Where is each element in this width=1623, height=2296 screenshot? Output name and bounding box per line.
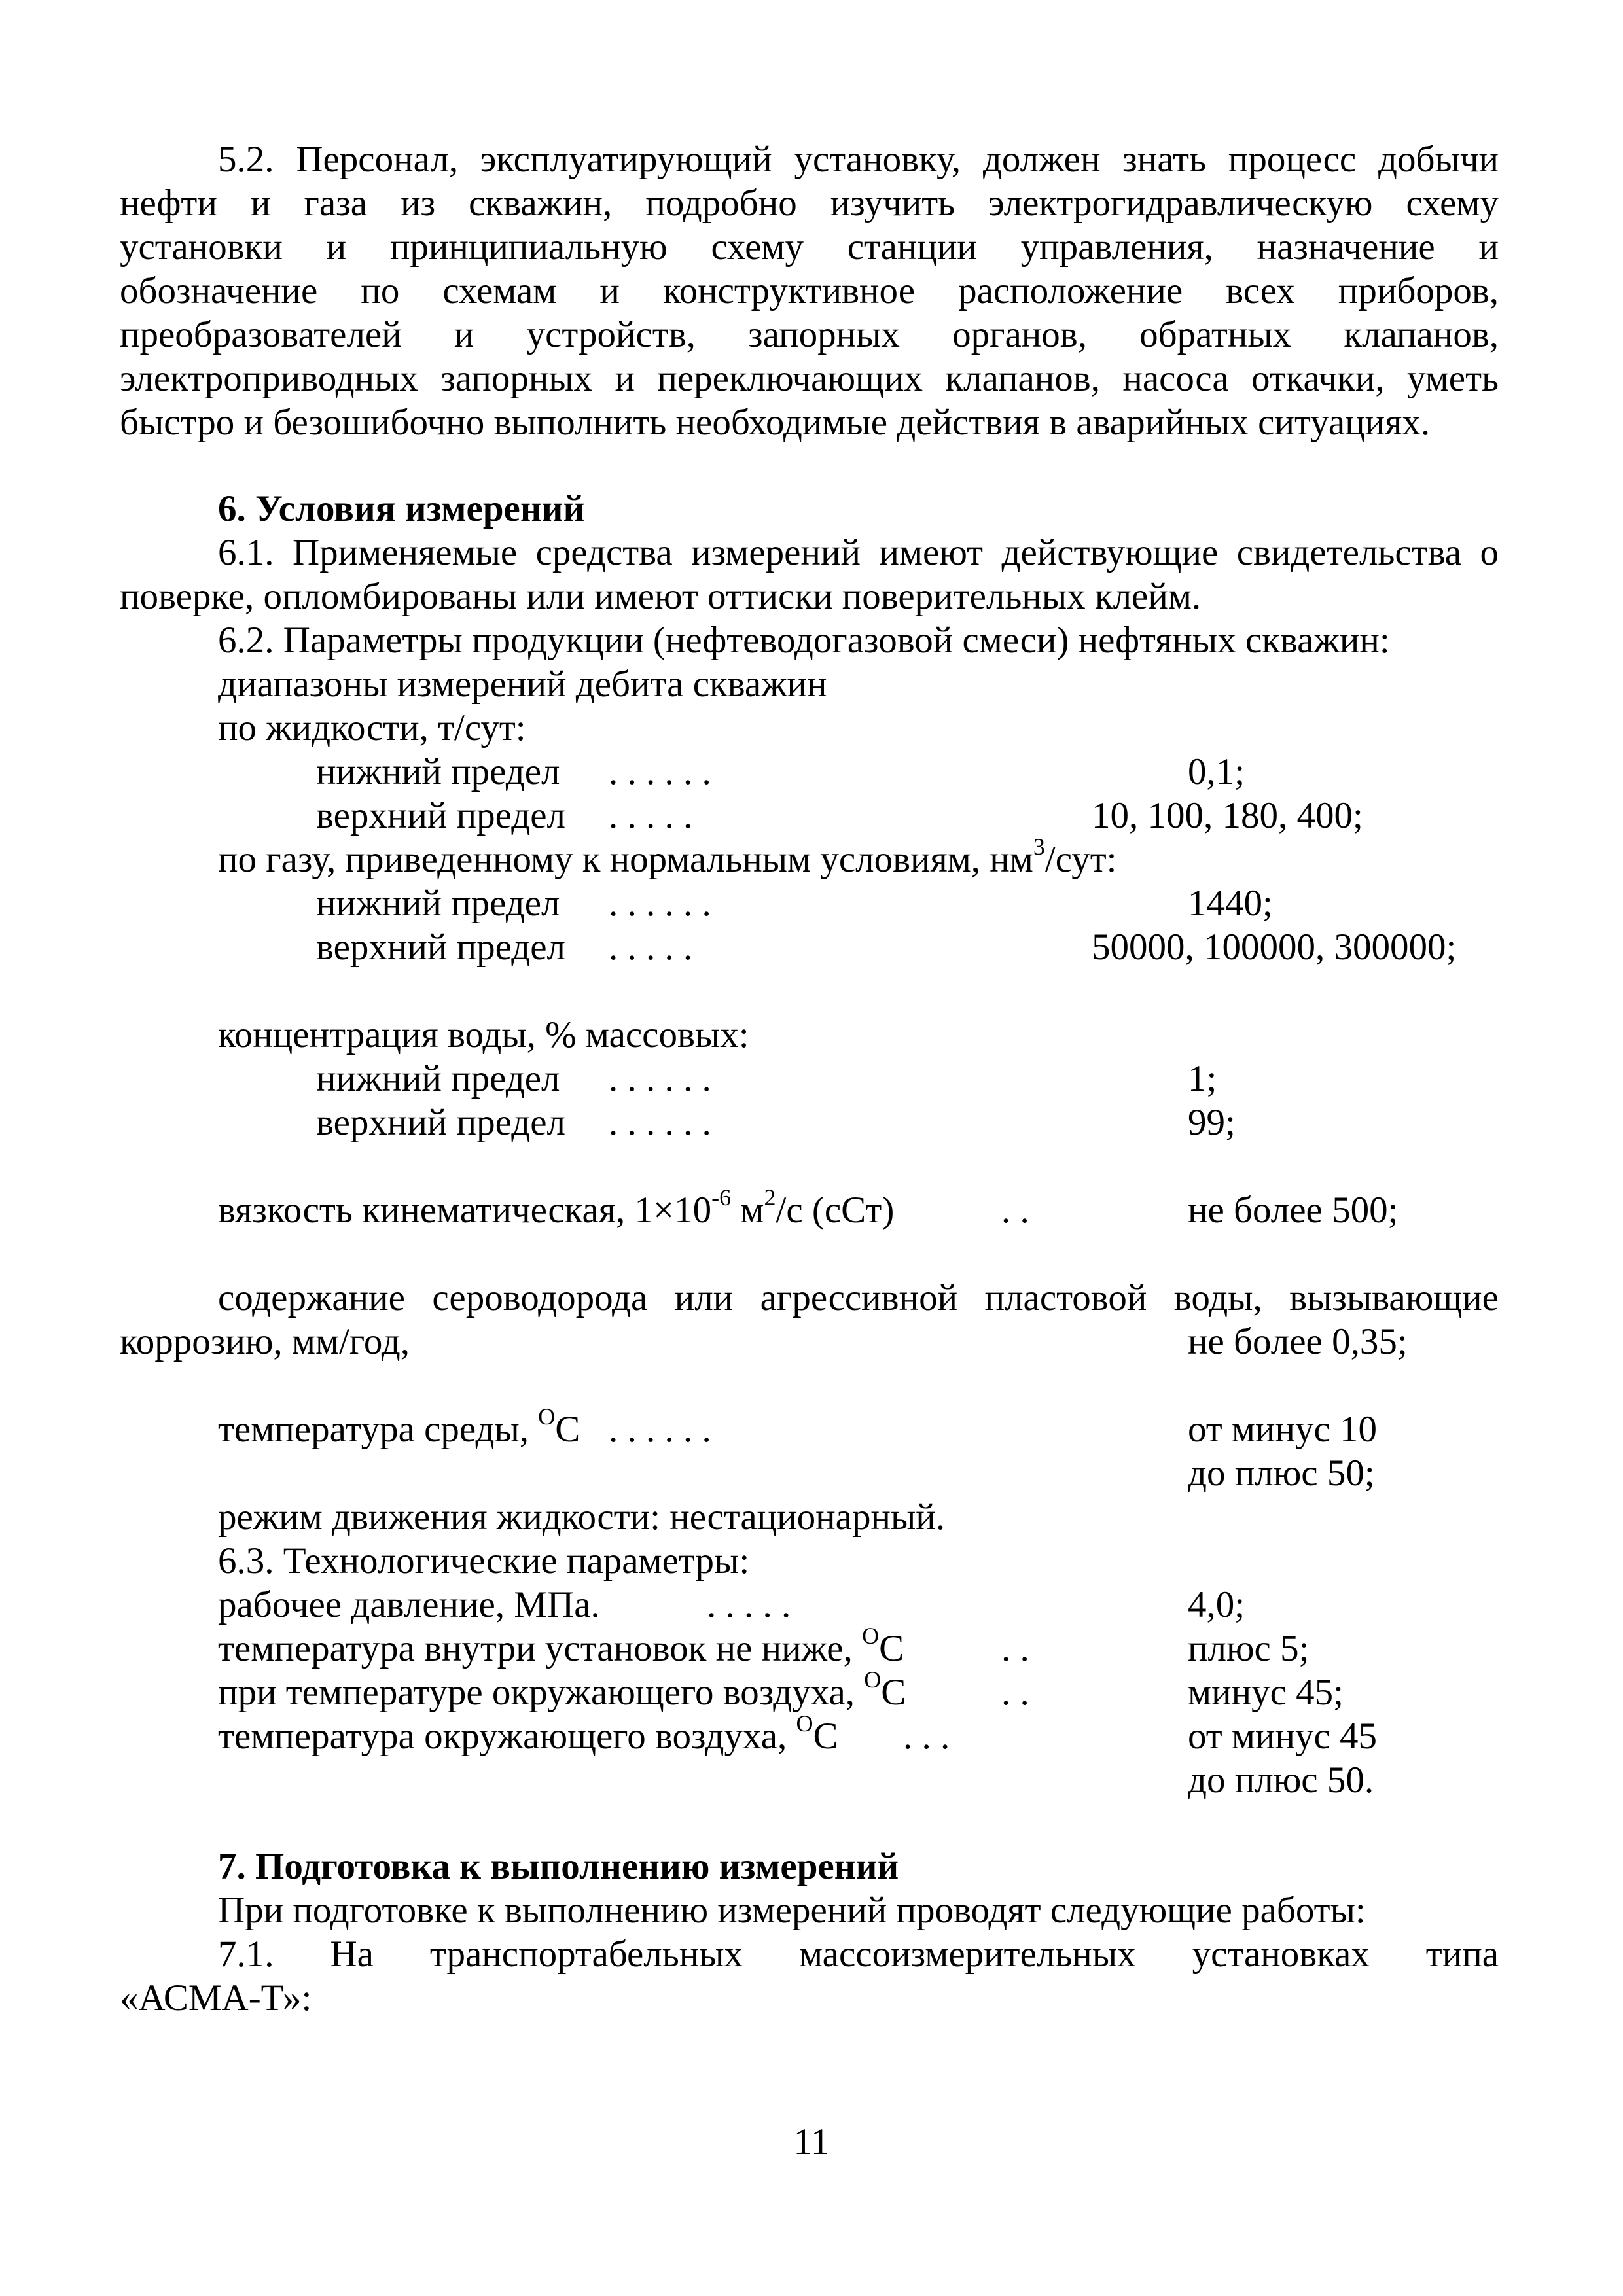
water-low-dots: . . . . . . bbox=[609, 1058, 711, 1099]
liquid-text: по жидкости, т/сут: bbox=[218, 707, 526, 749]
temp-air-dots: . . bbox=[1001, 1672, 1029, 1713]
temp-air-text bbox=[218, 1667, 906, 1714]
liquid-high-label: верхний предел bbox=[316, 795, 565, 836]
temp-air-post: С bbox=[881, 1672, 906, 1713]
temp-ambient-sup: О bbox=[796, 1710, 813, 1737]
temp-ambient-pre: температура окружающего воздуха, bbox=[218, 1716, 796, 1757]
flow-mode-text: режим движения жидкости: нестационарный. bbox=[218, 1496, 946, 1538]
section-6-heading: 6. Условия измерений bbox=[218, 488, 585, 529]
temp-ambient-value-2: до плюс 50. bbox=[1188, 1759, 1374, 1801]
temp-medium-value-1: от минус 10 bbox=[1188, 1409, 1378, 1450]
p52-line-7: быстро и безошибочно выполнить необходимые действия в аварийных ситуациях. bbox=[120, 402, 1431, 443]
p63-text: 6.3. Технологические параметры: bbox=[218, 1540, 750, 1581]
gas-low-value: 1440; bbox=[1188, 883, 1273, 924]
gas-high-dots: . . . . . bbox=[609, 927, 693, 968]
temp-medium-text bbox=[218, 1404, 580, 1451]
liquid-low-label: нижний предел bbox=[316, 751, 560, 792]
liquid-low-value: 0,1; bbox=[1188, 751, 1245, 792]
liquid-high-dots: . . . . . bbox=[609, 795, 693, 836]
viscosity-post: /с (сСт) bbox=[776, 1190, 895, 1231]
liquid-low-dots: . . . . . . bbox=[609, 751, 711, 792]
water-text: концентрация воды, % массовых: bbox=[218, 1014, 749, 1055]
p52-line-6: электроприводных запорных и переключающих клапанов, насоса откачки, уметь bbox=[120, 358, 1499, 399]
h2s-line-2: коррозию, мм/год, bbox=[120, 1321, 410, 1362]
viscosity-sup-1: -6 bbox=[711, 1184, 732, 1210]
water-high-value: 99; bbox=[1188, 1102, 1236, 1143]
temp-medium-value-2: до плюс 50; bbox=[1188, 1453, 1375, 1494]
temp-inside-dots: . . bbox=[1001, 1628, 1029, 1669]
temp-inside-post: С bbox=[879, 1628, 904, 1669]
page-number: 11 bbox=[793, 2121, 830, 2163]
water-low-value: 1; bbox=[1188, 1058, 1217, 1099]
gas-text-sup: 3 bbox=[1033, 834, 1045, 860]
gas-low-label: нижний предел bbox=[316, 883, 560, 924]
temp-air-pre: при температуре окружающего воздуха, bbox=[218, 1672, 865, 1713]
gas-text bbox=[218, 834, 1117, 881]
p71-line-1: 7.1. На транспортабельных массоизмерительных установках типа bbox=[218, 1934, 1499, 1975]
temp-medium-post: С bbox=[555, 1409, 580, 1450]
viscosity-dots: . . bbox=[1001, 1190, 1029, 1231]
p52-line-1: 5.2. Персонал, эксплуатирующий установку, должен знать процесс добычи bbox=[218, 139, 1499, 180]
water-high-label: верхний предел bbox=[316, 1102, 565, 1143]
p52-line-4: обозначение по схемам и конструктивное расположение всех приборов, bbox=[120, 270, 1499, 311]
temp-inside-text bbox=[218, 1623, 904, 1670]
gas-high-label: верхний предел bbox=[316, 927, 565, 968]
p61-line-1: 6.1. Применяемые средства измерений имеют действующие свидетельства о bbox=[218, 532, 1499, 573]
temp-inside-value: плюс 5; bbox=[1188, 1628, 1310, 1669]
water-high-dots: . . . . . . bbox=[609, 1102, 711, 1143]
p52-line-3: установки и принципиальную схему станции управления, назначение и bbox=[120, 226, 1499, 268]
pressure-dots: . . . . . bbox=[707, 1584, 791, 1625]
temp-medium-sup: О bbox=[538, 1404, 556, 1430]
temp-ambient-post: С bbox=[813, 1716, 838, 1757]
temp-air-value: минус 45; bbox=[1188, 1672, 1344, 1713]
temp-inside-pre: температура внутри установок не ниже, bbox=[218, 1628, 863, 1669]
pressure-value: 4,0; bbox=[1188, 1584, 1245, 1625]
viscosity-text bbox=[218, 1184, 895, 1232]
ranges-text: диапазоны измерений дебита скважин bbox=[218, 663, 827, 705]
section-7-heading: 7. Подготовка к выполнению измерений bbox=[218, 1846, 899, 1887]
s7-intro: При подготовке к выполнению измерений проводят следующие работы: bbox=[218, 1890, 1366, 1931]
p61-line-2: поверке, опломбированы или имеют оттиски поверительных клейм. bbox=[120, 576, 1202, 617]
temp-medium-dots: . . . . . . bbox=[609, 1409, 711, 1450]
gas-text-post: /сут: bbox=[1044, 839, 1117, 880]
water-low-label: нижний предел bbox=[316, 1058, 560, 1099]
pressure-label: рабочее давление, МПа. bbox=[218, 1584, 600, 1625]
temp-ambient-text bbox=[218, 1710, 838, 1758]
p52-line-5: преобразователей и устройств, запорных органов, обратных клапанов, bbox=[120, 314, 1499, 355]
h2s-value: не более 0,35; bbox=[1188, 1321, 1408, 1362]
temp-medium-pre: температура среды, bbox=[218, 1409, 539, 1450]
p71-line-2: «АСМА-Т»: bbox=[120, 1977, 312, 2019]
gas-text-pre: по газу, приведенному к нормальным условиям, нм bbox=[218, 839, 1033, 880]
viscosity-sup-2: 2 bbox=[764, 1184, 776, 1210]
viscosity-mid: м bbox=[731, 1190, 764, 1231]
p62-text: 6.2. Параметры продукции (нефтеводогазовой смеси) нефтяных скважин: bbox=[218, 620, 1390, 661]
viscosity-pre: вязкость кинематическая, 1×10 bbox=[218, 1190, 712, 1231]
gas-high-value: 50000, 100000, 300000; bbox=[1092, 927, 1457, 968]
temp-ambient-dots: . . . bbox=[903, 1716, 950, 1757]
liquid-high-value: 10, 100, 180, 400; bbox=[1092, 795, 1363, 836]
gas-low-dots: . . . . . . bbox=[609, 883, 711, 924]
temp-air-sup: О bbox=[864, 1667, 882, 1693]
p52-line-2: нефти и газа из скважин, подробно изучить электрогидравлическую схему bbox=[120, 183, 1499, 224]
viscosity-value: не более 500; bbox=[1188, 1190, 1399, 1231]
temp-inside-sup: О bbox=[862, 1623, 880, 1649]
h2s-line-1: содержание сероводорода или агрессивной пластовой воды, вызывающие bbox=[218, 1277, 1499, 1318]
temp-ambient-value-1: от минус 45 bbox=[1188, 1716, 1378, 1757]
